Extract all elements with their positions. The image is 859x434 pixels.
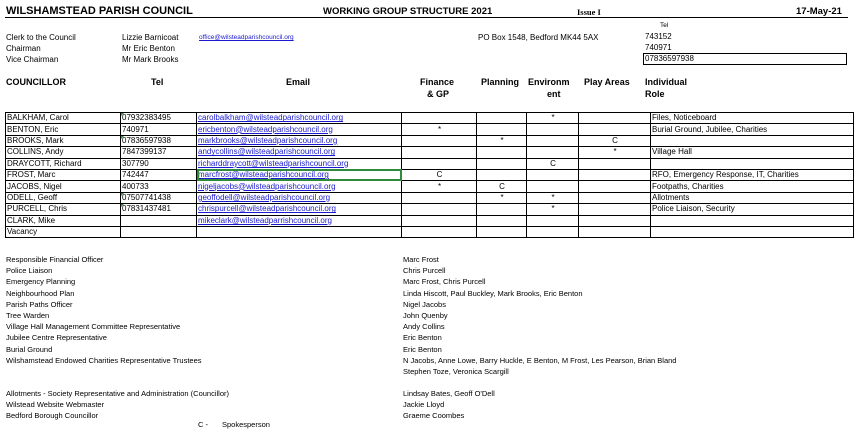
finance-mark <box>402 135 477 146</box>
environment-mark <box>527 124 579 135</box>
play-areas-mark: C <box>579 135 651 146</box>
councillor-email[interactable]: carolbalkham@wilsteadparishcouncil.org <box>197 113 402 124</box>
councillor-name: BENTON, Eric <box>6 124 121 135</box>
cell-note-marker <box>121 113 124 116</box>
councillor-tel: 400733 <box>121 181 197 192</box>
councillor-role: Police Liaison, Security <box>651 204 854 215</box>
cell-note-marker <box>121 193 124 196</box>
councillor-email[interactable] <box>197 226 402 237</box>
col-play-areas: Play Areas <box>584 77 630 87</box>
clerk-email-link[interactable]: office@wilsteadparishcouncil.org <box>199 34 294 41</box>
play-areas-mark <box>579 215 651 226</box>
planning-mark <box>477 158 527 169</box>
col-planning: Planning <box>481 77 519 87</box>
councillor-email[interactable]: nigeljacobs@wilsteadparishcouncil.org <box>197 181 402 192</box>
play-areas-mark <box>579 181 651 192</box>
councillor-role <box>651 226 854 237</box>
councillor-tel: 07507741438 <box>121 192 197 203</box>
play-areas-mark: * <box>579 147 651 158</box>
environment-mark: C <box>527 158 579 169</box>
play-areas-mark <box>579 124 651 135</box>
councillor-role <box>651 215 854 226</box>
councillor-tel: 740971 <box>121 124 197 135</box>
councillor-name: FROST, Marc <box>6 169 121 180</box>
responsibility-holder: Marc Frost, Chris Purcell <box>403 277 486 287</box>
col-role-sub: Role <box>645 89 665 99</box>
councillor-role <box>651 135 854 146</box>
planning-mark: * <box>477 192 527 203</box>
responsibility-holder: Stephen Toze, Veronica Scargill <box>403 366 509 376</box>
councillor-role: Village Hall <box>651 147 854 158</box>
table-row <box>6 124 854 135</box>
councillor-tel: 07836597938 <box>121 135 197 146</box>
responsibility-holder: Chris Purcell <box>403 266 446 276</box>
councillor-name: BALKHAM, Carol <box>6 113 121 124</box>
councillor-name: Vacancy <box>6 226 121 237</box>
table-row <box>6 226 854 237</box>
councillor-email[interactable]: andycollins@wilsteadparishcouncil.org <box>197 147 402 158</box>
table-row <box>6 135 854 146</box>
environment-mark <box>527 135 579 146</box>
councillor-tel <box>121 226 197 237</box>
tel-number-1: 743152 <box>645 32 672 41</box>
planning-mark <box>477 215 527 226</box>
finance-mark <box>402 147 477 158</box>
tel-number-3: 07836597938 <box>643 53 847 65</box>
responsibility-role: Emergency Planning <box>6 277 76 287</box>
environment-mark <box>527 147 579 158</box>
responsibility-holders <box>403 254 676 422</box>
councillor-role: Footpaths, Charities <box>651 181 854 192</box>
office-address: PO Box 1548, Bedford MK44 5AX <box>478 33 599 42</box>
councillor-email[interactable]: chrispurcell@wilsteadparishcouncil.org <box>197 204 402 215</box>
play-areas-mark <box>579 158 651 169</box>
responsibility-role: Wilstead Website Webmaster <box>6 400 105 410</box>
councillor-name: DRAYCOTT, Richard <box>6 158 121 169</box>
issue-date: 17-May-21 <box>796 6 842 17</box>
planning-mark <box>477 204 527 215</box>
clerk-name: Lizzie Barnicoat <box>122 33 179 42</box>
legend-meaning: Spokesperson <box>222 420 270 429</box>
councillor-tel: 742447 <box>121 169 197 180</box>
table-row <box>6 204 854 215</box>
cell-note-marker <box>121 204 124 207</box>
org-title: WILSHAMSTEAD PARISH COUNCIL <box>6 5 193 17</box>
finance-mark: C <box>402 169 477 180</box>
responsibility-role <box>6 366 229 377</box>
finance-mark <box>402 158 477 169</box>
finance-mark <box>402 113 477 124</box>
col-councillor: COUNCILLOR <box>6 77 66 87</box>
play-areas-mark <box>579 204 651 215</box>
councillor-tel: 307790 <box>121 158 197 169</box>
finance-mark <box>402 226 477 237</box>
councillor-email[interactable]: geoffodell@wilsteadparishcouncil.org <box>197 192 402 203</box>
responsibility-holder: Eric Benton <box>403 333 442 343</box>
councillor-tel: 07932383495 <box>121 113 197 124</box>
councillor-name: PURCELL, Chris <box>6 204 121 215</box>
responsibility-holder: John Quenby <box>403 310 448 320</box>
responsibility-holder: Eric Benton <box>403 344 442 354</box>
play-areas-mark <box>579 226 651 237</box>
planning-mark <box>477 169 527 180</box>
responsibility-holder: Jackie Lloyd <box>403 400 445 410</box>
finance-mark <box>402 192 477 203</box>
councillor-email[interactable]: ericbenton@wilsteadparishcouncil.org <box>197 124 402 135</box>
responsibility-role: Jubilee Centre Representative <box>6 333 107 343</box>
planning-mark: C <box>477 181 527 192</box>
table-row <box>6 147 854 158</box>
councillor-name: ODELL, Geoff <box>6 192 121 203</box>
responsibility-role: Neighbourhood Plan <box>6 288 75 298</box>
councillor-role: Files, Noticeboard <box>651 113 854 124</box>
col-finance-sub: & GP <box>427 89 450 99</box>
table-row <box>6 169 854 180</box>
responsibility-holder: Nigel Jacobs <box>403 299 446 309</box>
table-row <box>6 181 854 192</box>
councillor-email[interactable]: marcfrost@wilsteadparishcouncil.org <box>197 169 402 180</box>
play-areas-mark <box>579 113 651 124</box>
planning-mark: * <box>477 135 527 146</box>
councillor-tel: 7847399137 <box>121 147 197 158</box>
clerk-label: Clerk to the Council <box>6 33 76 42</box>
environment-mark: * <box>527 192 579 203</box>
tel-label: Tel <box>660 22 669 29</box>
legend-code: C - <box>198 420 208 429</box>
responsibility-role: Wilshamstead Endowed Charities Representative Trustees <box>6 355 202 365</box>
councillor-role: RFO, Emergency Response, IT, Charities <box>651 169 854 180</box>
responsibility-holder: Linda Hiscott, Paul Buckley, Mark Brooks, Eric Benton <box>403 288 583 298</box>
col-finance: Finance <box>420 77 455 87</box>
responsibility-role: Tree Warden <box>6 310 50 320</box>
responsibility-role: Police Liaison <box>6 266 53 276</box>
responsibility-role: Village Hall Management Committee Representative <box>6 322 181 332</box>
councillor-role <box>651 158 854 169</box>
responsibility-roles <box>6 254 229 422</box>
environment-mark <box>527 215 579 226</box>
col-tel: Tel <box>151 77 164 87</box>
document-title: WORKING GROUP STRUCTURE 2021 <box>323 6 493 17</box>
responsibility-holder: Andy Collins <box>403 322 445 332</box>
responsibility-role: Bedford Borough Councillor <box>6 411 99 421</box>
responsibility-role: Burial Ground <box>6 344 53 354</box>
col-environment-sub: ent <box>547 89 561 99</box>
councillor-name: JACOBS, Nigel <box>6 181 121 192</box>
play-areas-mark <box>579 169 651 180</box>
responsibility-holder: Lindsay Bates, Geoff O'Dell <box>403 389 495 399</box>
environment-mark <box>527 226 579 237</box>
councillor-name: CLARK, Mike <box>6 215 121 226</box>
councillor-name: BROOKS, Mark <box>6 135 121 146</box>
councillor-table <box>5 112 854 238</box>
councillor-tel <box>121 215 197 226</box>
finance-mark: * <box>402 124 477 135</box>
responsibility-holder: Marc Frost <box>403 255 439 264</box>
finance-mark <box>402 204 477 215</box>
responsibility-holder: Graeme Coombes <box>403 411 465 421</box>
tel-number-2: 740971 <box>645 43 672 52</box>
planning-mark <box>477 124 527 135</box>
councillor-name: COLLINS, Andy <box>6 147 121 158</box>
vice-chairman-name: Mr Mark Brooks <box>122 55 179 64</box>
responsibility-holder: N Jacobs, Anne Lowe, Barry Huckle, E Benton, M Frost, Les Pearson, Brian Bland <box>403 355 677 365</box>
councillor-role: Burial Ground, Jubilee, Charities <box>651 124 854 135</box>
councillor-role: Allotments <box>651 192 854 203</box>
councillor-email[interactable]: markbrooks@wilsteadparishcouncil.org <box>197 135 402 146</box>
table-row <box>6 192 854 203</box>
responsibility-role: Responsible Financial Officer <box>6 255 104 264</box>
finance-mark <box>402 215 477 226</box>
issue-label: Issue I <box>577 7 601 17</box>
col-email: Email <box>286 77 311 87</box>
table-row <box>6 215 854 226</box>
finance-mark: * <box>402 181 477 192</box>
play-areas-mark <box>579 192 651 203</box>
environment-mark: * <box>527 113 579 124</box>
responsibility-role: Parish Paths Officer <box>6 299 73 309</box>
councillor-email[interactable]: richarddraycott@wilsteadparishcouncil.org <box>197 158 402 169</box>
environment-mark <box>527 181 579 192</box>
col-environment: Environm <box>528 77 570 87</box>
cell-note-marker <box>121 136 124 139</box>
planning-mark <box>477 113 527 124</box>
environment-mark <box>527 169 579 180</box>
chairman-label: Chairman <box>6 44 41 53</box>
councillor-tel: 07831437481 <box>121 204 197 215</box>
planning-mark <box>477 147 527 158</box>
environment-mark: * <box>527 204 579 215</box>
table-row <box>6 113 854 124</box>
chairman-name: Mr Eric Benton <box>122 44 175 53</box>
responsibility-role: Allotments - Society Representative and Administration (Councillor) <box>6 389 230 399</box>
vice-chairman-label: Vice Chairman <box>6 55 59 64</box>
col-role: Individual <box>645 77 688 87</box>
planning-mark <box>477 226 527 237</box>
table-row <box>6 158 854 169</box>
councillor-email[interactable]: mikeclark@wilsteadparrishcouncil.org <box>197 215 402 226</box>
header-divider <box>5 17 848 18</box>
